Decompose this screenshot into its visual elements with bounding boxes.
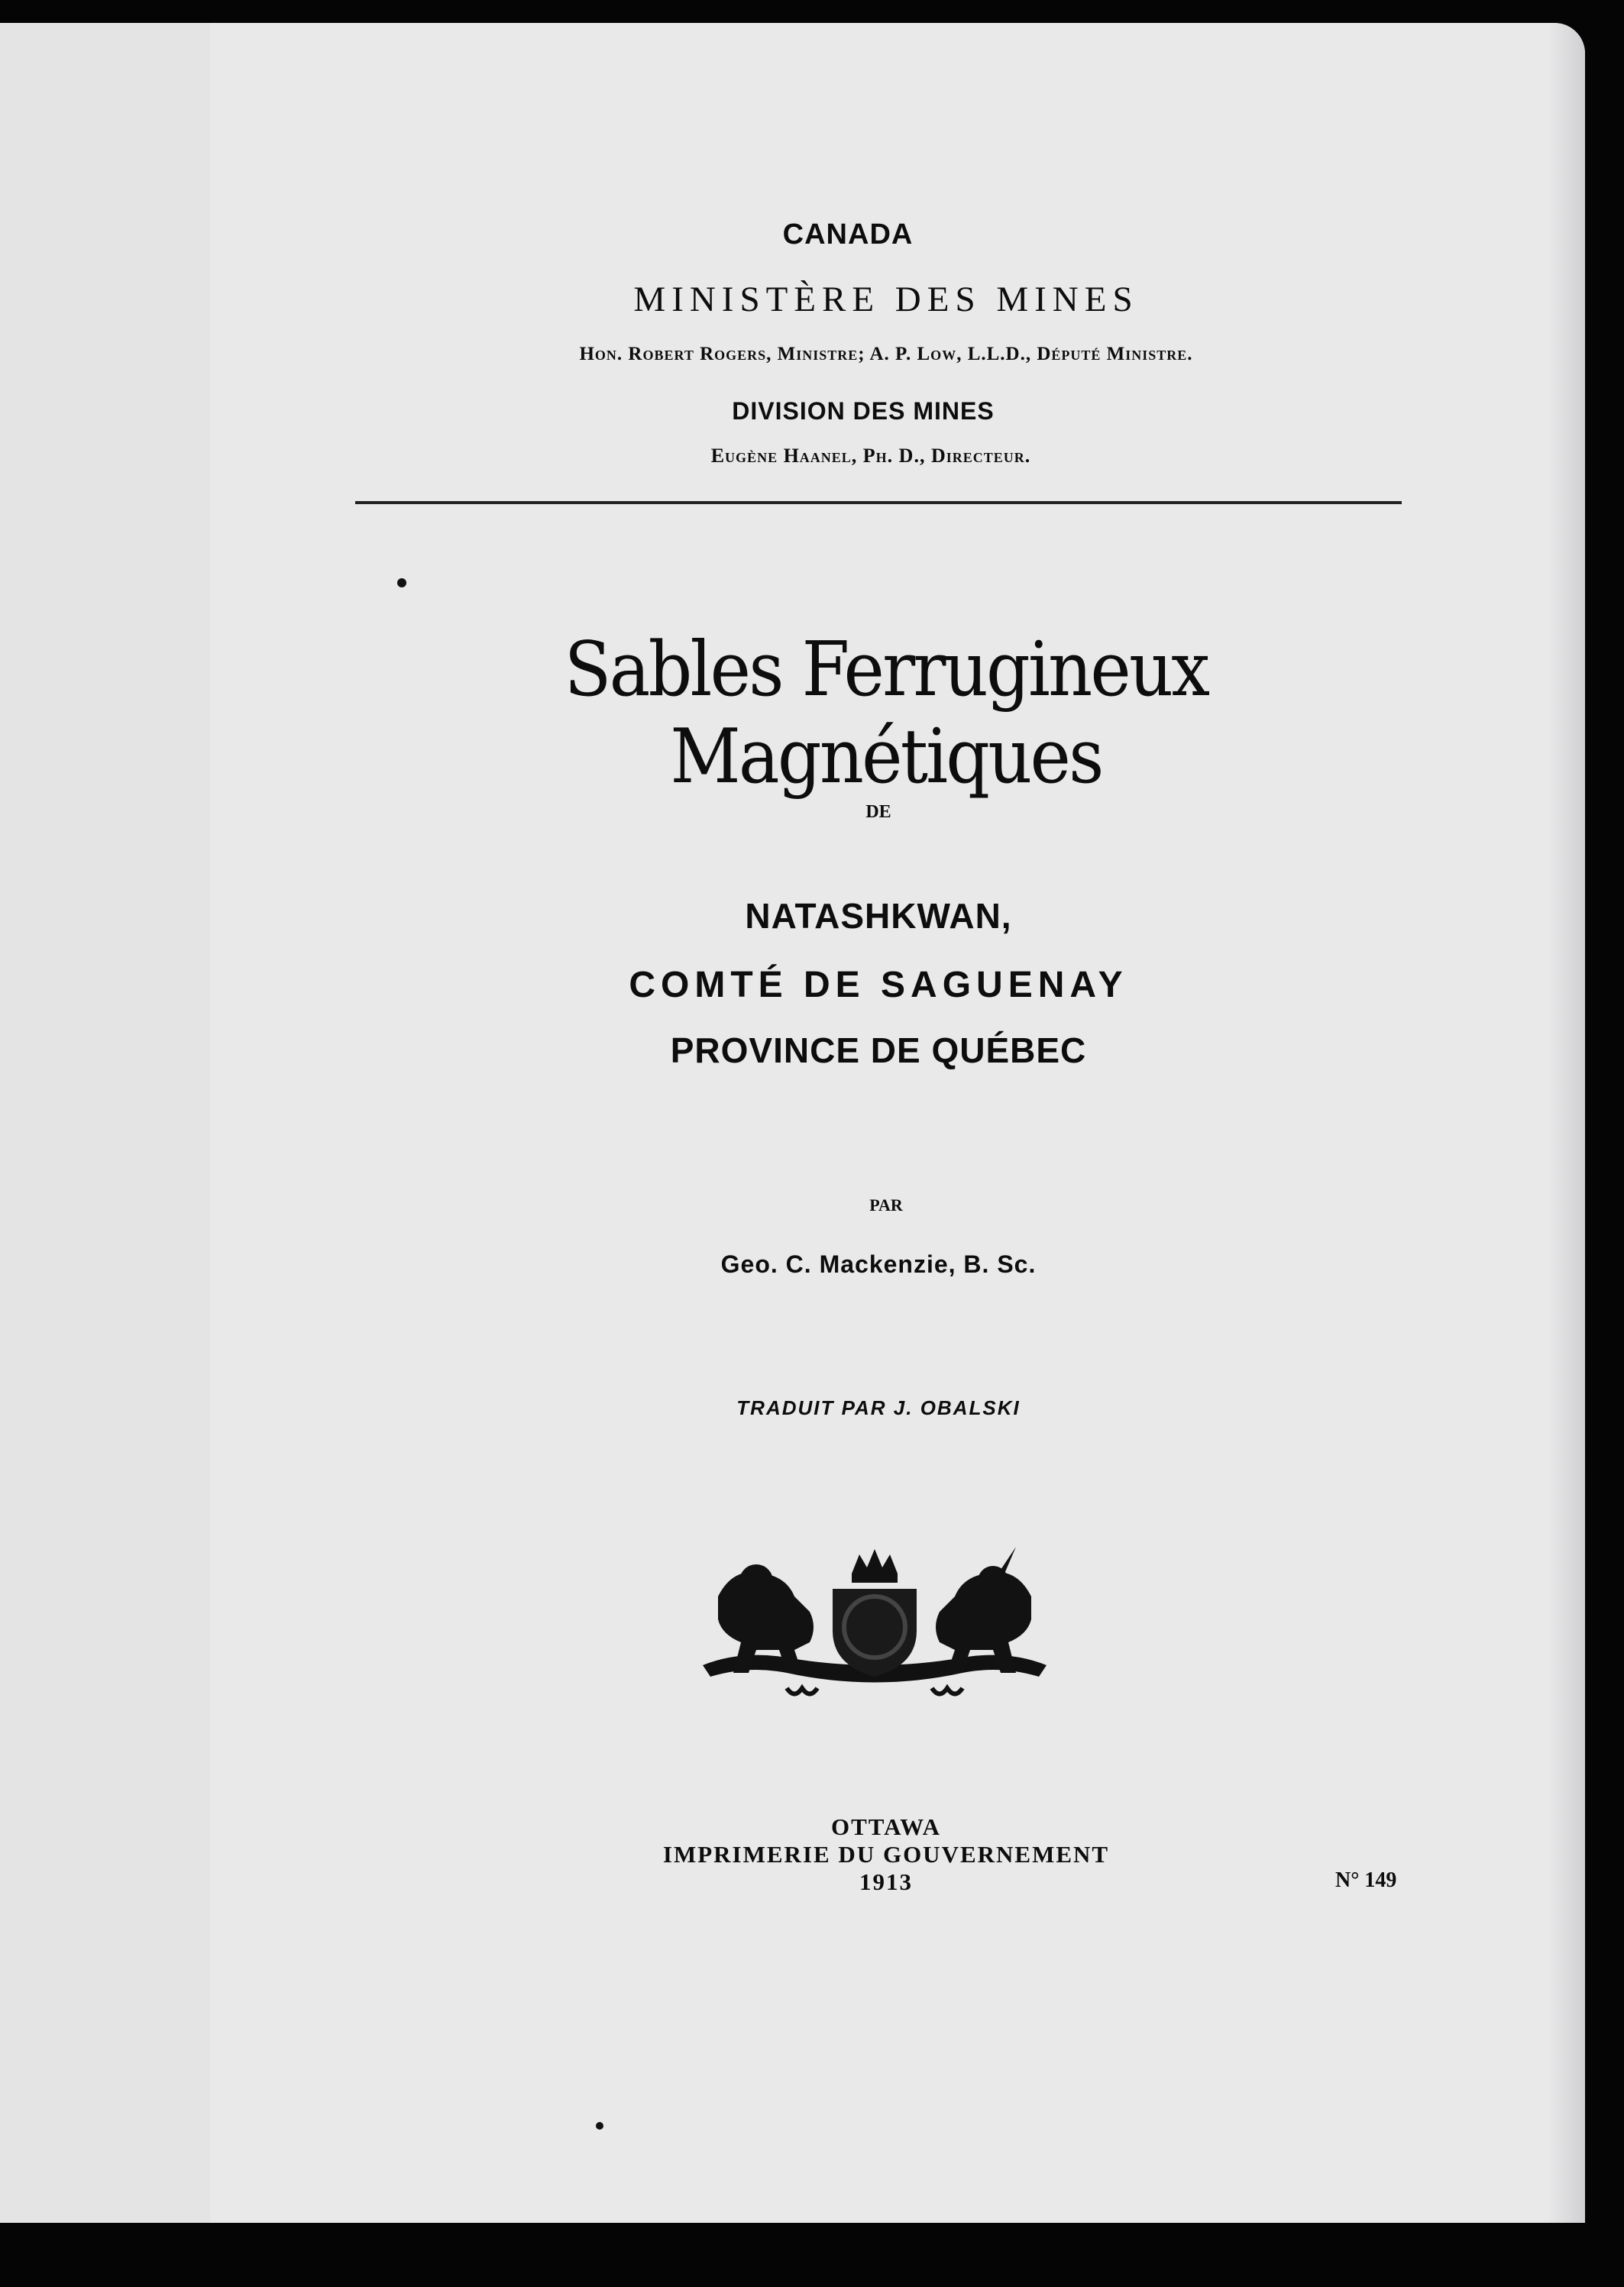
ink-speck <box>397 578 406 587</box>
location-line-2: COMTÉ DE SAGUENAY <box>629 965 1128 1005</box>
title-preposition: DE <box>865 802 891 822</box>
by-label: PAR <box>869 1195 903 1215</box>
header-rule <box>355 501 1402 504</box>
royal-coat-of-arms-icon <box>695 1543 1054 1703</box>
facing-page <box>0 23 216 2223</box>
imprint-year: 1913 <box>859 1868 913 1895</box>
header-country: CANADA <box>782 218 914 251</box>
page-edge-shadow <box>1547 23 1585 2223</box>
location-line-1: NATASHKWAN, <box>745 896 1012 936</box>
imprint-printer: IMPRIMERIE DU GOUVERNEMENT <box>662 1841 1110 1868</box>
header-director: Eugène Haanel, Ph. D., Directeur. <box>710 445 1031 467</box>
imprint-city: OTTAWA <box>830 1813 942 1840</box>
ink-speck <box>596 2122 603 2130</box>
translator: TRADUIT PAR J. OBALSKI <box>736 1396 1021 1419</box>
header-division: DIVISION DES MINES <box>732 397 995 425</box>
document-title: Sables Ferrugineux Magnétiques <box>564 626 1208 801</box>
header-officials: Hon. Robert Rogers, Ministre; A. P. Low, L.L.D., Député Ministre. <box>579 344 1193 364</box>
location-line-3: PROVINCE DE QUÉBEC <box>670 1030 1087 1070</box>
imprint-block <box>626 1813 1146 1896</box>
header-ministry: MINISTÈRE DES MINES <box>633 280 1139 319</box>
publication-number: N° 149 <box>1335 1868 1397 1892</box>
author: Geo. C. Mackenzie, B. Sc. <box>720 1250 1037 1278</box>
